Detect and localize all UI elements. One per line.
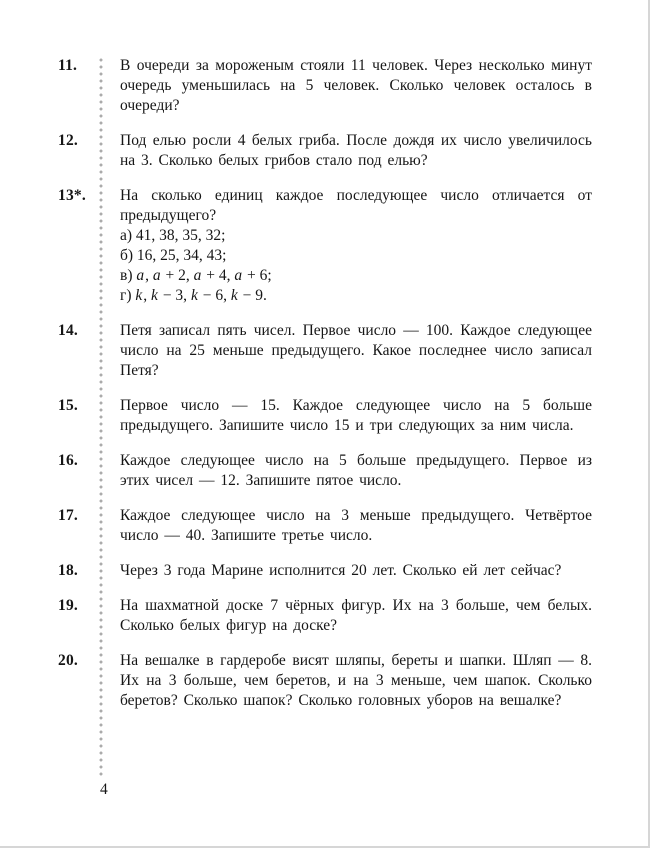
problem-number: 19.: [58, 597, 78, 614]
problem-text: Под елью росли 4 белых гриба. После дождя их число увеличилось на 3. Сколько белых грибов стало под елью?: [120, 132, 592, 169]
problem-row: [58, 131, 592, 171]
problem-text: На вешалке в гардеробе висят шляпы, береты и шапки. Шляп — 8. Их на 3 больше, чем беретов, и на 3 меньше, чем шапок. Сколько беретов? Сколько шапок? Сколько головных уборов на вешалке?: [120, 652, 592, 709]
problem-text: Каждое следующее число на 5 больше предыдущего. Первое из этих чисел — 12. Запишите пятое число.: [120, 452, 592, 489]
problem-row: [58, 596, 592, 636]
page-number: 4: [100, 781, 108, 798]
problem-row: [58, 321, 592, 381]
problem-subitem: б) 16, 25, 34, 43;: [120, 247, 227, 264]
problem-number: 13*.: [58, 187, 86, 204]
problem-number: 14.: [58, 322, 78, 339]
problem-text: В очереди за мороженым стояли 11 человек. Через несколько минут очередь уменьшилась на 5 человек. Сколько человек осталось в очереди?: [120, 57, 592, 114]
problem-number: 16.: [58, 452, 78, 469]
problem-row: [58, 561, 592, 581]
problem-row: [58, 56, 592, 116]
problem-text: На сколько единиц каждое последующее число отличается от предыдущего?: [120, 187, 592, 224]
problem-row: [58, 651, 592, 711]
problem-text: Через 3 года Марине исполнится 20 лет. Сколько ей лет сейчас?: [120, 562, 562, 579]
problem-number: 15.: [58, 397, 78, 414]
problem-row: [58, 186, 592, 306]
problem-number: 11.: [58, 57, 78, 74]
problem-subitem: в) a, a + 2, a + 4, a + 6;: [120, 267, 272, 284]
problem-text: Петя записал пять чисел. Первое число — 100. Каждое следующее число на 25 меньше предыдущего. Какое последнее число записал Петя?: [120, 322, 592, 379]
problem-number: 20.: [58, 652, 78, 669]
problem-row: [58, 506, 592, 546]
problem-row: [58, 396, 592, 436]
problem-subitem: г) k, k − 3, k − 6, k − 9.: [120, 287, 267, 304]
problem-text: Каждое следующее число на 3 меньше предыдущего. Четвёртое число — 40. Запишите третье число.: [120, 507, 592, 544]
problem-row: [58, 451, 592, 491]
problem-list: [58, 56, 592, 726]
problem-subitem: а) 41, 38, 35, 32;: [120, 227, 226, 244]
problem-text: На шахматной доске 7 чёрных фигур. Их на 3 больше, чем белых. Сколько белых фигур на доске?: [120, 597, 592, 634]
problem-number: 17.: [58, 507, 78, 524]
problem-number: 12.: [58, 132, 78, 149]
problem-number: 18.: [58, 562, 78, 579]
problem-text: Первое число — 15. Каждое следующее число на 5 больше предыдущего. Запишите число 15 и три следующих за ним числа.: [120, 397, 592, 434]
